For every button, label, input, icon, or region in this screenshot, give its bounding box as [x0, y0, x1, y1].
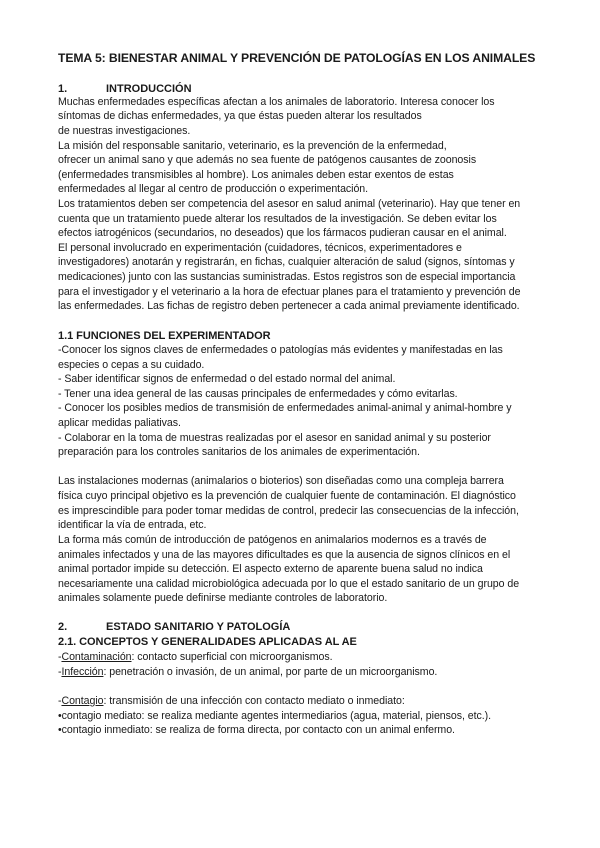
- definition-contaminacion: [58, 650, 332, 664]
- section-heading: ESTADO SANITARIO Y PATOLOGÍA: [106, 621, 291, 633]
- text-line: las enfermedades. Las fichas de registro deben pertenecer a cada animal previamente identificado.: [58, 300, 520, 312]
- text-line: animal portador impide su detección. El aspecto externo de aparente buena salud no indica: [58, 563, 483, 575]
- definition-prefix: -: [58, 666, 62, 678]
- text-line: ofrecer un animal sano y que además no sea fuente de patógenos causantes de zoonosis: [58, 154, 477, 166]
- text-line: enfermedades al llegar al centro de producción o experimentación.: [58, 183, 369, 195]
- definition-contagio: [58, 694, 405, 708]
- text-line: síntomas de dichas enfermedades, ya que éstas pueden alterar los resultados: [58, 110, 422, 122]
- text-line: identificar la vía de entrada, etc.: [58, 519, 207, 531]
- text-line: medicaciones) junto con las sustancias suministradas. Estos registros son de especial importancia: [58, 271, 516, 283]
- list-item: especies o cepas a su cuidado.: [58, 359, 205, 371]
- text-line: La misión del responsable sanitario, veterinario, es la prevención de la enfermedad,: [58, 140, 447, 152]
- text-line: Las instalaciones modernas (animalarios o bioterios) son diseñadas como una compleja barrera: [58, 475, 504, 487]
- definition-prefix: -: [58, 651, 62, 663]
- text-line: El personal involucrado en experimentación (cuidadores, técnicos, experimentadores e: [58, 242, 462, 254]
- text-line: física cuyo principal objetivo es la prevención de cualquier fuente de contaminación. El diagnóstico: [58, 490, 516, 502]
- list-item: preparación para los controles sanitarios de los animales de experimentación.: [58, 446, 420, 458]
- text-line: necesariamente una calidad microbiológica adecuada por lo que el estado sanitario de un grupo de: [58, 578, 520, 590]
- bullet-item: •contagio inmediato: se realiza de forma directa, por contacto con un animal enfermo.: [58, 724, 455, 736]
- subsection-heading: 1.1 FUNCIONES DEL EXPERIMENTADOR: [58, 330, 271, 342]
- text-line: para el investigador y el veterinario a la hora de efectuar planes para el tratamiento y prevención de: [58, 286, 521, 298]
- definition-text: : transmisión de una infección con contacto mediato o inmediato:: [103, 695, 405, 707]
- list-item: - Conocer los posibles medios de transmisión de enfermedades animal-animal y animal-hombre y: [58, 402, 512, 414]
- document-title: TEMA 5: BIENESTAR ANIMAL Y PREVENCIÓN DE PATOLOGÍAS EN LOS ANIMALES: [58, 51, 536, 65]
- definition-infeccion: [58, 665, 437, 679]
- text-line: cuenta que un tratamiento puede alterar los resultados de la investigación. Se deben evitar los: [58, 213, 497, 225]
- text-line: animales solamente puede definirse mediante controles de laboratorio.: [58, 592, 388, 604]
- text-line: es imprescindible para poder tomar medidas de control, predecir las consecuencias de la infección,: [58, 505, 519, 517]
- text-line: Muchas enfermedades específicas afectan a los animales de laboratorio. Interesa conocer los: [58, 96, 495, 108]
- text-line: de nuestras investigaciones.: [58, 125, 191, 137]
- definition-prefix: -: [58, 695, 62, 707]
- text-line: animales infectados y una de las mayores dificultades es que la ausencia de signos clínicos en el: [58, 549, 511, 561]
- definition-term: Contaminación: [61, 651, 132, 663]
- text-line: La forma más común de introducción de patógenos en animalarios modernos es a través de: [58, 534, 487, 546]
- text-line: Los tratamientos deben ser competencia del asesor en salud animal (veterinario). Hay que tener en: [58, 198, 521, 210]
- definition-text: : contacto superficial con microorganismos.: [131, 651, 333, 663]
- list-item: aplicar medidas paliativas.: [58, 417, 181, 429]
- section-heading: INTRODUCCIÓN: [106, 83, 192, 95]
- definition-term: Infección: [61, 666, 104, 678]
- list-item: - Tener una idea general de las causas principales de enfermedades y cómo evitarlas.: [58, 388, 458, 400]
- section-number: 1.: [58, 83, 68, 95]
- text-line: investigadores) anotarán y registrarán, en fichas, cualquier alteración de salud (signos, síntomas y: [58, 256, 515, 268]
- list-item: - Saber identificar signos de enfermedad o del estado normal del animal.: [58, 373, 396, 385]
- definition-term: Contagio: [61, 695, 104, 707]
- definition-text: : penetración o invasión, de un animal, por parte de un microorganismo.: [103, 666, 438, 678]
- subsection-heading: 2.1. CONCEPTOS Y GENERALIDADES APLICADAS AL AE: [58, 636, 357, 648]
- section-number: 2.: [58, 621, 68, 633]
- list-item: - Colaborar en la toma de muestras realizadas por el asesor en sanidad animal y su posterior: [58, 432, 491, 444]
- text-line: efectos iatrogénicos (secundarios, no deseados) que los fármacos pudieran causar en el animal.: [58, 227, 507, 239]
- list-item: -Conocer los signos claves de enfermedades o patologías más evidentes y manifestadas en las: [58, 344, 503, 356]
- text-line: (enfermedades transmisibles al hombre). Los animales deben estar exentos de estas: [58, 169, 454, 181]
- bullet-item: •contagio mediato: se realiza mediante agentes intermediarios (agua, material, piensos, etc.).: [58, 710, 491, 722]
